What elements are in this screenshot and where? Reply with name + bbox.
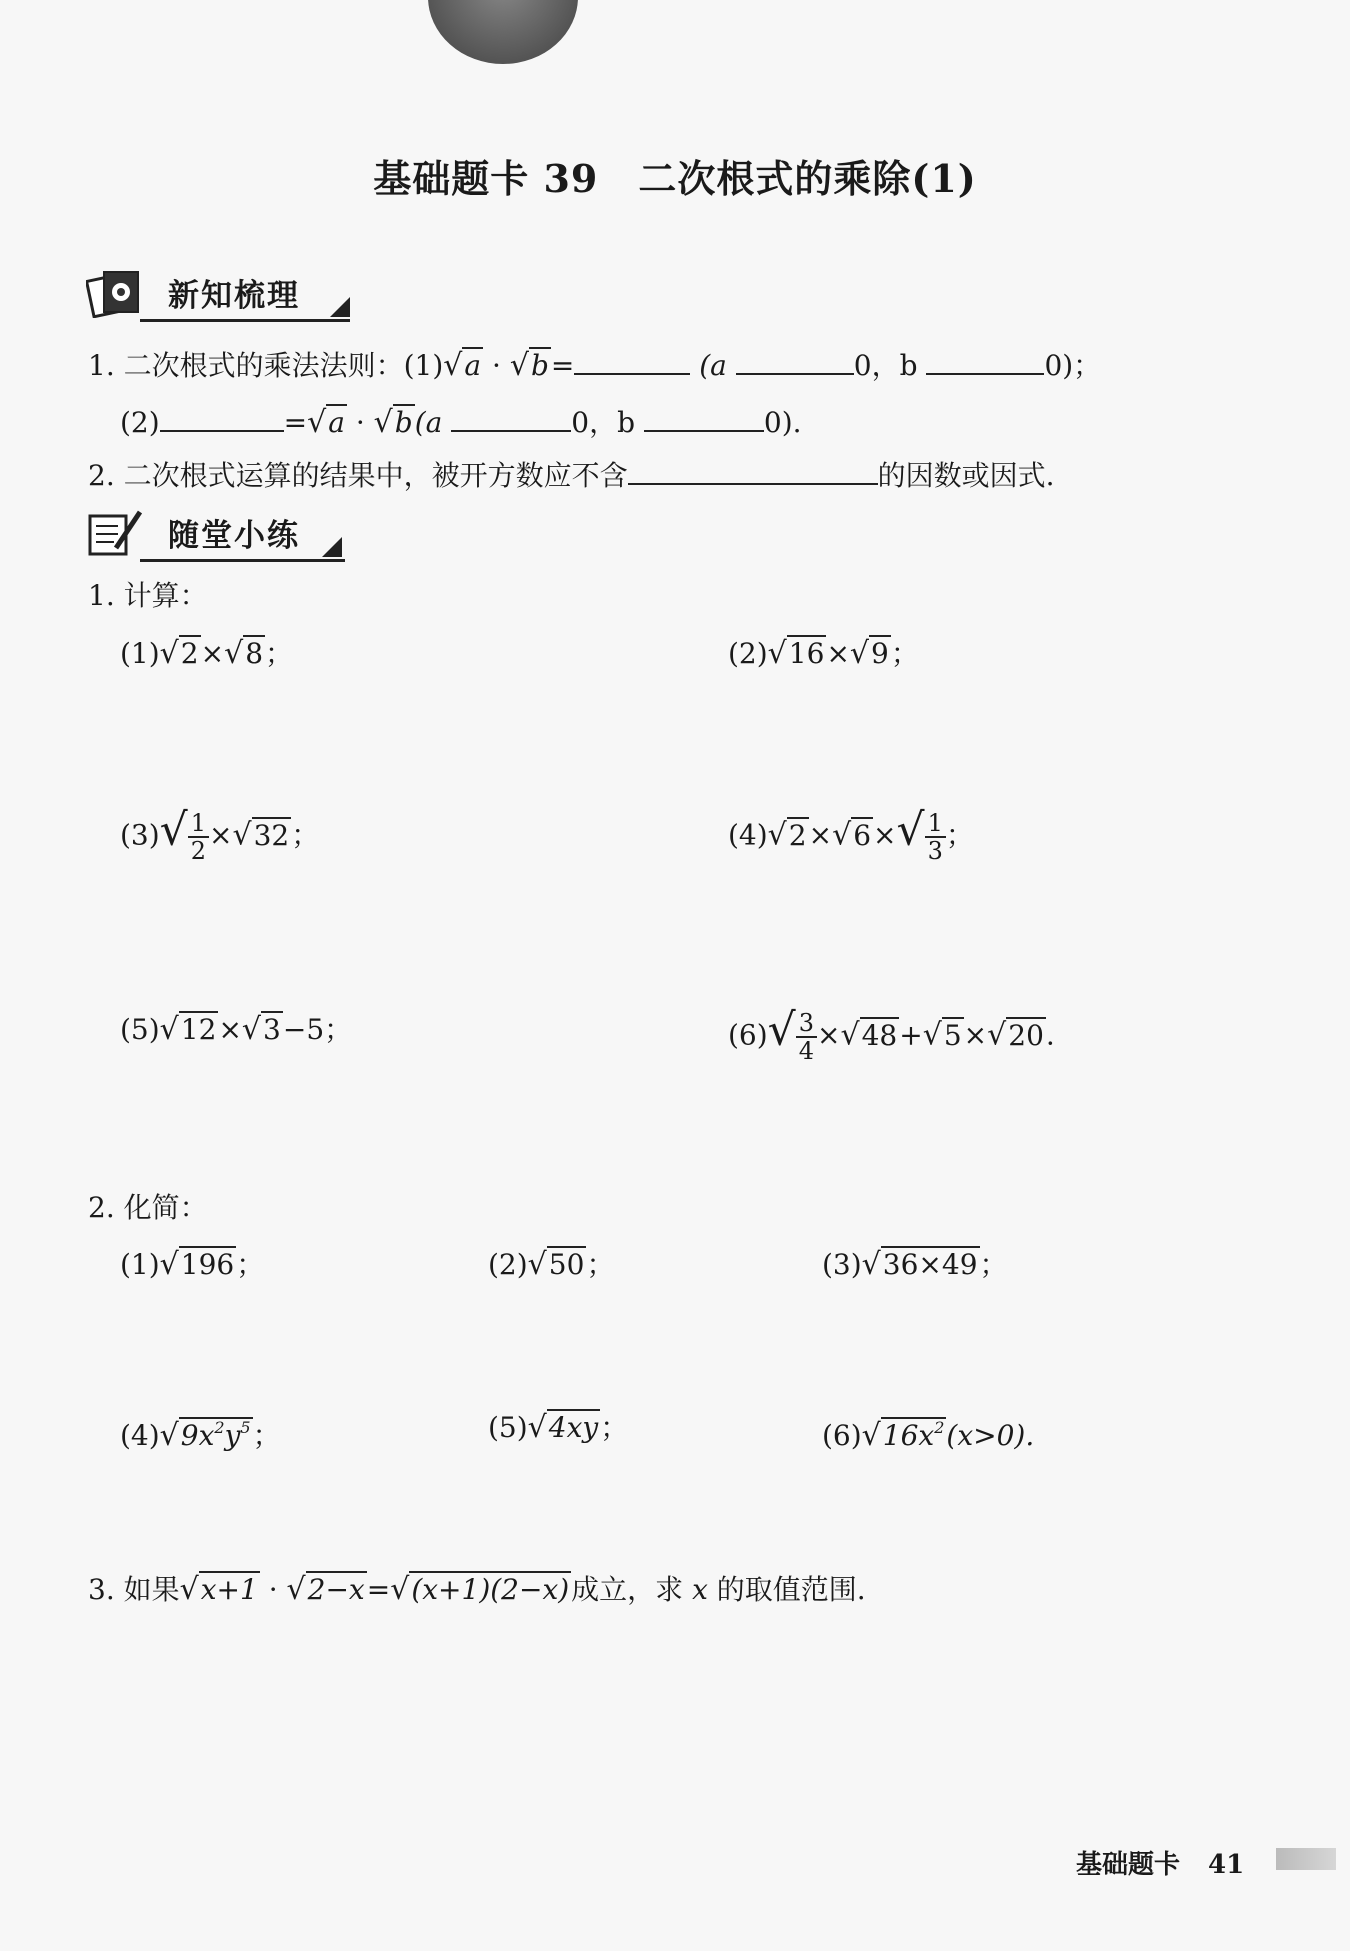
knowledge-q1-line1: 1. 二次根式的乘法法则：(1)√a · √b= (a 0，b 0)； — [88, 345, 1101, 386]
simplify-item-4: $(4)√9x^2y^5$； — [120, 1418, 281, 1453]
simplify-item-3: (3)√36×49； — [822, 1247, 1008, 1282]
page-footer — [1076, 1844, 1244, 1881]
footer-label: 基础题卡 — [1076, 1850, 1181, 1880]
top-decoration — [428, 0, 578, 64]
answer-blank[interactable] — [736, 345, 854, 375]
answer-blank[interactable] — [451, 402, 571, 432]
practice-q1-label: 1. 计算： — [88, 579, 208, 612]
calc-item-6: (6)√ $\frac{3}{4}$ ×√48+√5×√20. — [728, 1004, 1055, 1065]
calc-item-2: (2)√16×√9； — [728, 636, 919, 671]
practice-q3: 3. 如果√x+1 · √2−x=√(x+1)(2−x)成立，求 x 的取值范围. — [88, 1572, 866, 1607]
title-right: 二次根式的乘除(1) — [638, 156, 977, 201]
section-title-practice: 随堂小练 — [168, 518, 300, 554]
section-title-knowledge: 新知梳理 — [168, 278, 300, 314]
answer-blank[interactable] — [628, 455, 878, 485]
section-header-practice — [86, 508, 348, 562]
answer-blank[interactable] — [926, 345, 1044, 375]
footer-decoration — [1276, 1848, 1336, 1870]
answer-blank[interactable] — [644, 402, 764, 432]
section-header-knowledge — [86, 268, 358, 322]
knowledge-q1-line2: (2) =√a · √b(a 0，b 0). — [120, 402, 802, 443]
answer-blank[interactable] — [574, 345, 690, 375]
practice-q2-label: 2. 化简： — [88, 1191, 208, 1224]
calc-item-5: (5)√12×√3−5； — [120, 1012, 353, 1047]
knowledge-q2: 2. 二次根式运算的结果中，被开方数应不含 的因数或因式. — [88, 455, 1055, 496]
calc-item-3: (3)√ $\frac{1}{2}$ ×√32； — [120, 804, 320, 865]
page-title — [0, 148, 1350, 203]
calc-item-1: (1)√2×√8； — [120, 636, 294, 671]
calc-item-4: (4)√2×√6×√ $\frac{1}{3}$ ； — [728, 804, 974, 865]
simplify-item-6: $(6)√16x^2(x>0)$. — [822, 1418, 1035, 1453]
simplify-item-1: (1)√196； — [120, 1247, 265, 1282]
notebook-pen-icon — [86, 508, 148, 556]
title-left: 基础题卡 39 — [373, 156, 599, 201]
cards-icon — [86, 268, 148, 316]
answer-blank[interactable] — [160, 402, 284, 432]
simplify-item-2: (2)√50； — [488, 1247, 615, 1282]
simplify-item-5: (5)√4xy； — [488, 1410, 629, 1445]
page-number: 41 — [1208, 1850, 1245, 1880]
